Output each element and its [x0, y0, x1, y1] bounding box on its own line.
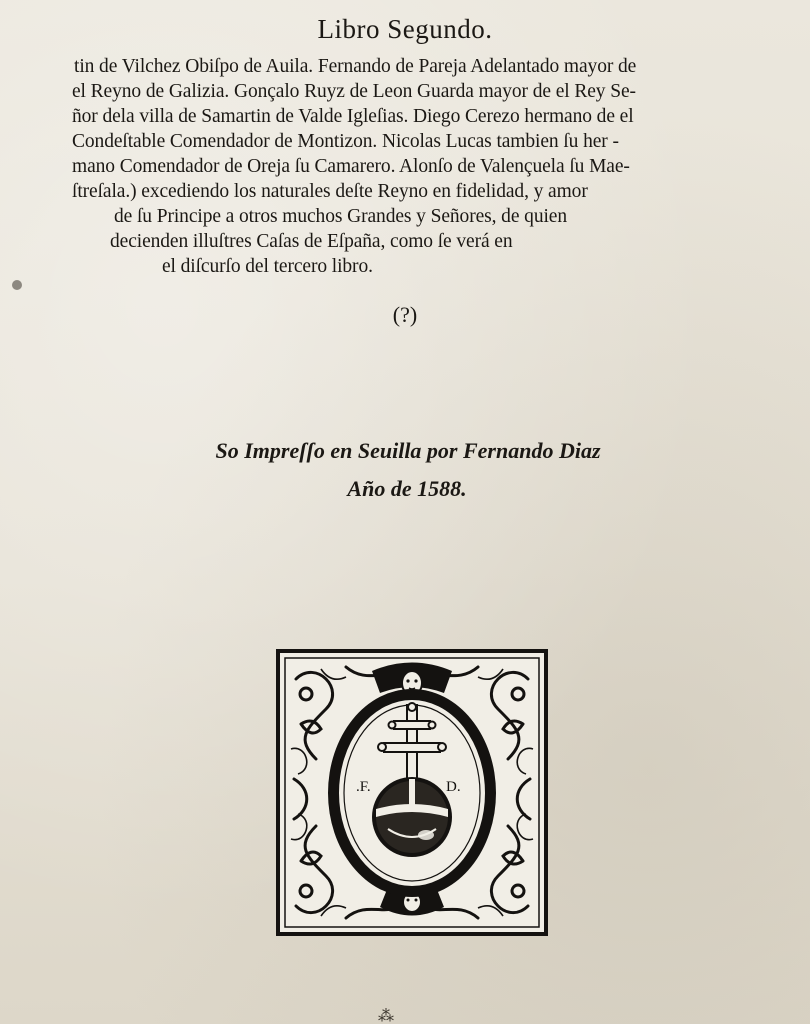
body-line-4: Condeſtable Comendador de Montizon. Nicolas Lucas tambien ſu her -: [72, 131, 619, 152]
body-line-1: tin de Vilchez Obiſpo de Auila. Fernando de Pareja Adelantado mayor de: [74, 56, 637, 77]
body-line-8: decienden illuſtres Caſas de Eſpaña, como ſe verá en: [110, 231, 513, 252]
body-text: [72, 54, 767, 279]
ink-smudge: [12, 280, 22, 290]
body-line-7: de ſu Principe a otros muchos Grandes y Señores, de quien: [114, 206, 567, 227]
colophon-year: Año de 1588.: [347, 476, 467, 501]
body-line-5: mano Comendador de Oreja ſu Camarero. Alonſo de Valençuela ſu Mae-: [72, 156, 630, 177]
section-end-mark: (?): [392, 302, 418, 327]
page-header: Libro Segundo.: [317, 14, 493, 44]
body-line-3: ñor dela villa de Samartin de Valde Igleſias. Diego Cerezo hermano de el: [72, 106, 634, 127]
body-line-6: ſtreſala.) excediendo los naturales deſte Reyno en fidelidad, y amor: [72, 181, 588, 202]
device-initial-right: D.: [446, 779, 461, 795]
body-line-2: el Reyno de Galizia. Gonçalo Ruyz de Leon Guarda mayor de el Rey Se-: [72, 81, 636, 102]
device-initial-left: .F.: [356, 779, 371, 795]
body-line-9: el diſcurſo del tercero libro.: [162, 256, 373, 277]
printers-device-woodcut: [276, 649, 548, 936]
colophon: [0, 432, 810, 508]
bottom-ornament-icon: ⁂: [378, 1008, 394, 1024]
orb-icon: [372, 777, 452, 857]
colophon-imprint: So Impreſſo en Seuilla por Fernando Diaz: [215, 438, 601, 463]
